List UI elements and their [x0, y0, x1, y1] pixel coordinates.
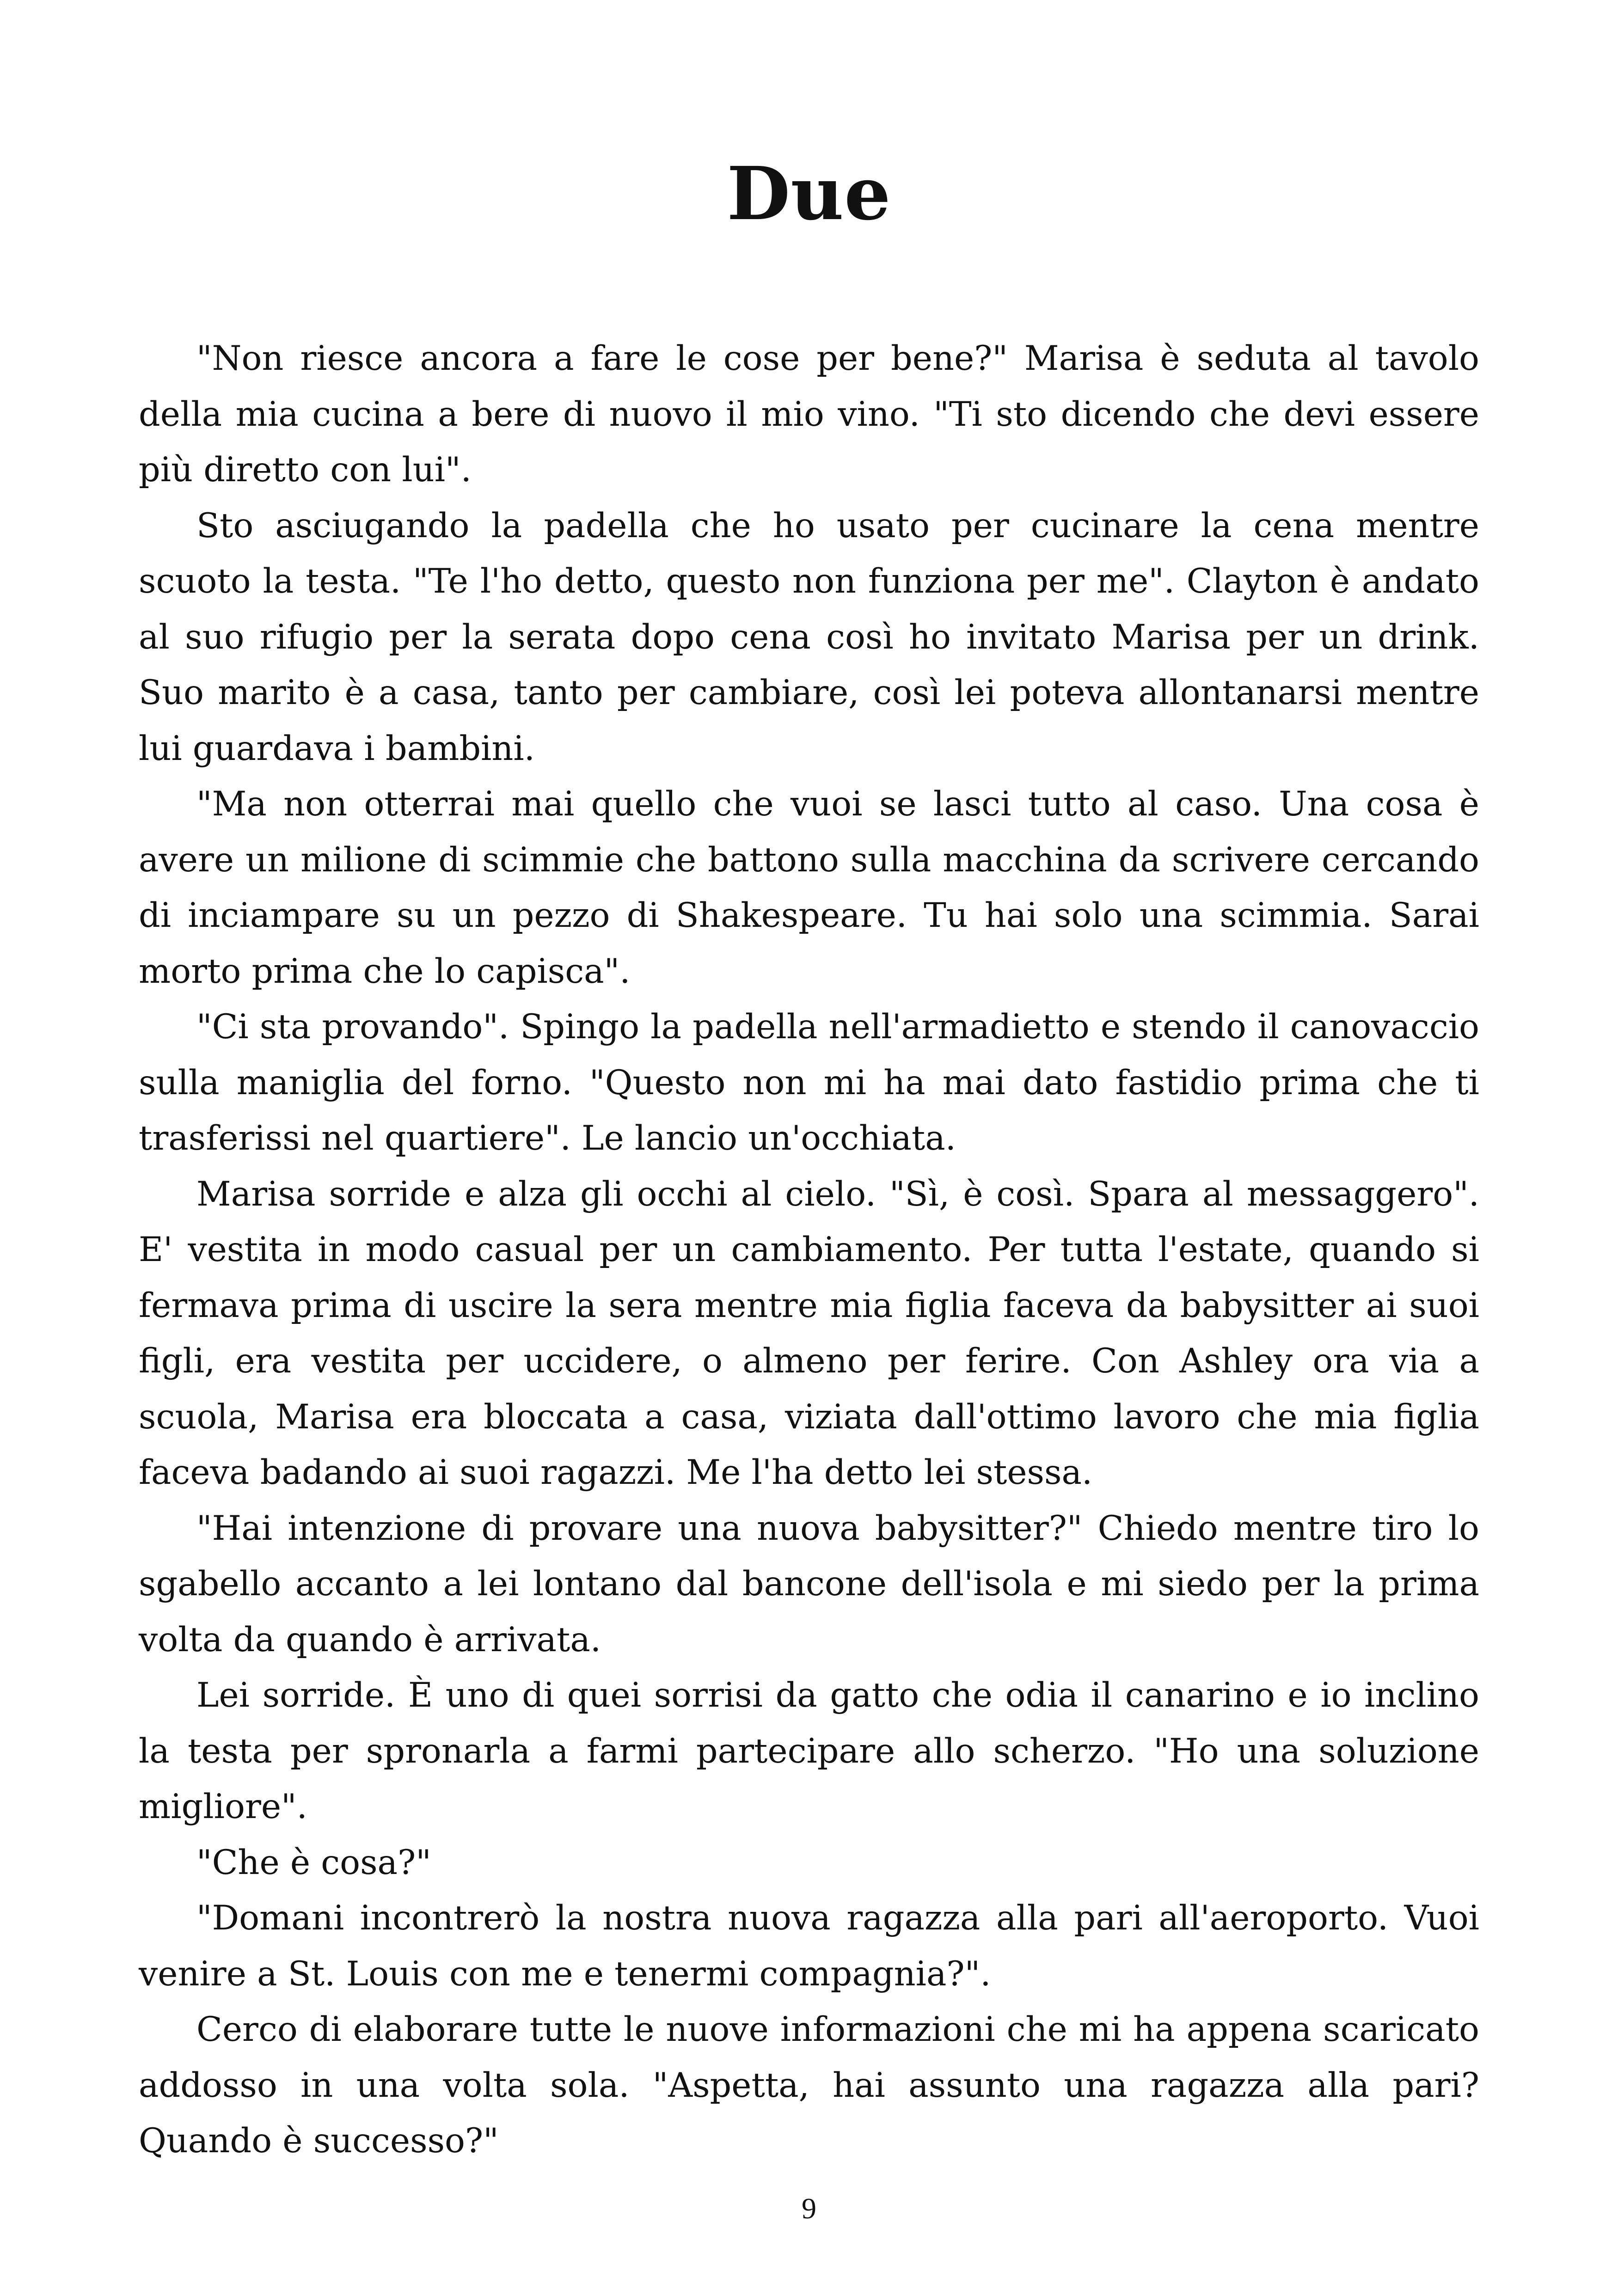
paragraph: "Ci sta provando". Spingo la padella nell'armadietto e stendo il canovaccio sulla maniglia del forno. "Questo non mi ha mai dato fastidio prima che ti trasferissi nel quartiere". Le lancio un'occhiata. — [139, 1007, 1479, 1158]
paragraph: Cerco di elaborare tutte le nuove informazioni che mi ha appena scaricato addosso in una volta sola. "Aspetta, hai assunto una ragazza alla pari? Quando è successo?" — [139, 2010, 1479, 2161]
chapter-title: Due — [727, 151, 891, 237]
paragraph: "Non riesce ancora a fare le cose per bene?" Marisa è seduta al tavolo della mia cucina a bere di nuovo il mio vino. "Ti sto dicendo che devi essere più diretto con lui". — [139, 339, 1479, 490]
paragraph: Marisa sorride e alza gli occhi al cielo. "Sì, è così. Spara al messaggero". E' vestita in modo casual per un cambiamento. Per tutta l'estate, quando si fermava prima di uscire la sera mentre mia figlia faceva da babysitter ai suoi figli, era vestita per uccidere, o almeno per ferire. Con Ashley ora via a scuola, Marisa era bloccata a casa, viziata dall'ottimo lavoro che mia figlia faceva badando ai suoi ragazzi. Me l'ha detto lei stessa. — [139, 1174, 1479, 1492]
page-number: 9 — [802, 2192, 816, 2225]
paragraph: Lei sorride. È uno di quei sorrisi da gatto che odia il canarino e io inclino la testa per spronarla a farmi partecipare allo scherzo. "Ho una soluzione migliore". — [139, 1676, 1479, 1826]
paragraph: "Hai intenzione di provare una nuova babysitter?" Chiedo mentre tiro lo sgabello accanto a lei lontano dal bancone dell'isola e mi siedo per la prima volta da quando è arrivata. — [139, 1508, 1479, 1659]
body-text — [139, 331, 1479, 2169]
paragraph: "Ma non otterrai mai quello che vuoi se lasci tutto al caso. Una cosa è avere un milione di scimmie che battono sulla macchina da scrivere cercando di inciampare su un pezzo di Shakespeare. Tu hai solo una scimmia. Sarai morto prima che lo capisca". — [139, 784, 1479, 991]
paragraph: "Che è cosa?" — [196, 1843, 431, 1882]
paragraph: Sto asciugando la padella che ho usato per cucinare la cena mentre scuoto la testa. "Te l'ho detto, questo non funziona per me". Clayton è andato al suo rifugio per la serata dopo cena così ho invitato Marisa per un drink. Suo marito è a casa, tanto per cambiare, così lei poteva allontanarsi mentre lui guardava i bambini. — [139, 506, 1479, 768]
paragraph: "Domani incontrerò la nostra nuova ragazza alla pari all'aeroporto. Vuoi venire a St. Louis con me e tenermi compagnia?". — [139, 1898, 1479, 1994]
